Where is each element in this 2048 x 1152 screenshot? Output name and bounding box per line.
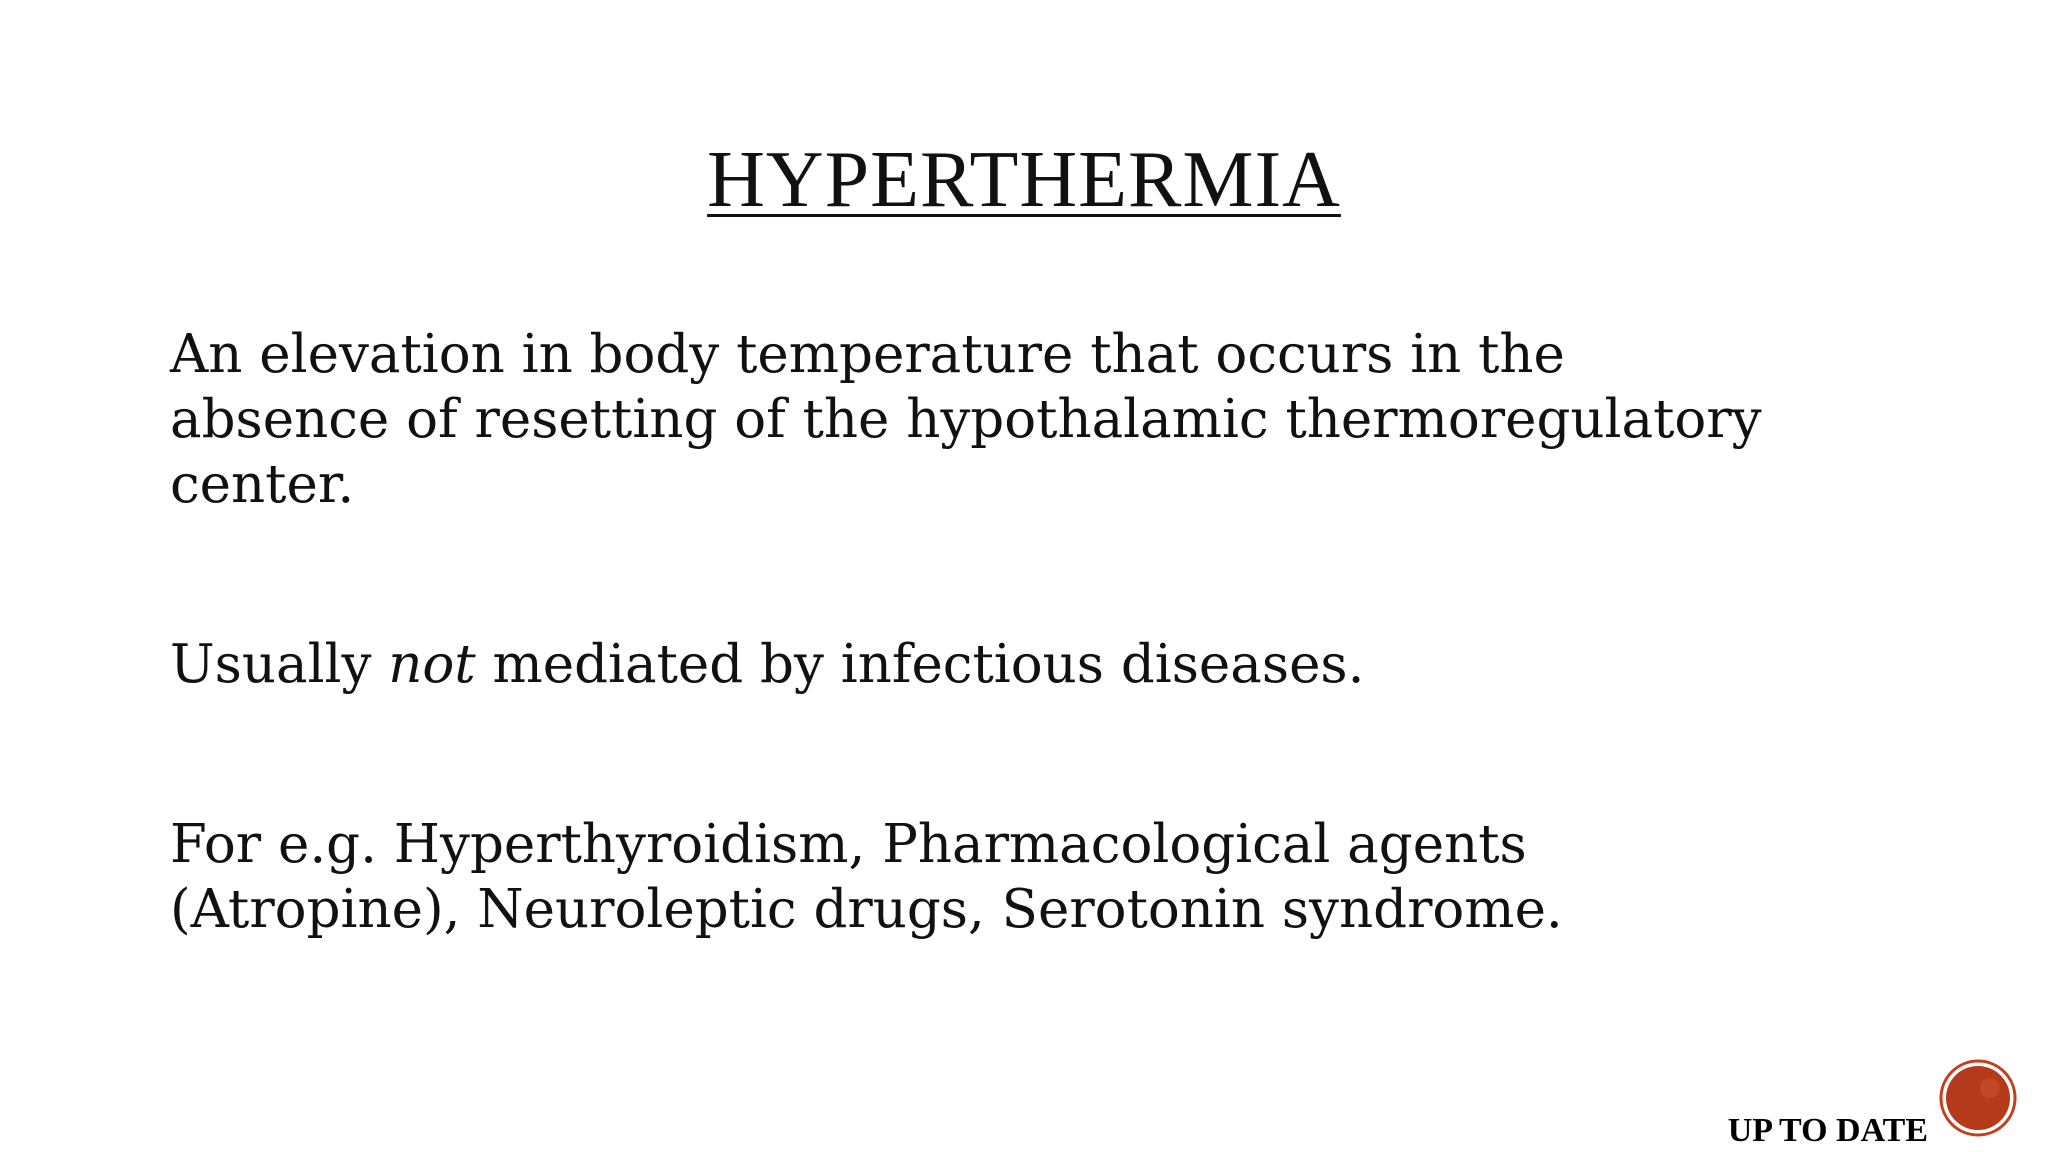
mediation-text-after: mediated by infectious diseases. [475, 634, 1365, 695]
definition-paragraph: An elevation in body temperature that occurs in the absence of resetting of the hypothalamic thermoregulatory center. [170, 324, 1762, 515]
circle-badge-icon [1938, 1058, 2018, 1138]
examples-paragraph: For e.g. Hyperthyroidism, Pharmacological agents (Atropine), Neuroleptic drugs, Serotonin syndrome. [170, 814, 1563, 940]
badge-inner-fill [1946, 1066, 2010, 1130]
slide-title [0, 134, 2048, 226]
mediation-emphasis: not [388, 634, 476, 695]
badge-highlight [1980, 1078, 2000, 1098]
slide-title-text: HYPERTHERMIA [707, 136, 1341, 224]
mediation-paragraph [170, 632, 1930, 697]
footer-label: UP TO DATE [1727, 1112, 1928, 1149]
mediation-text-before: Usually [170, 634, 389, 695]
